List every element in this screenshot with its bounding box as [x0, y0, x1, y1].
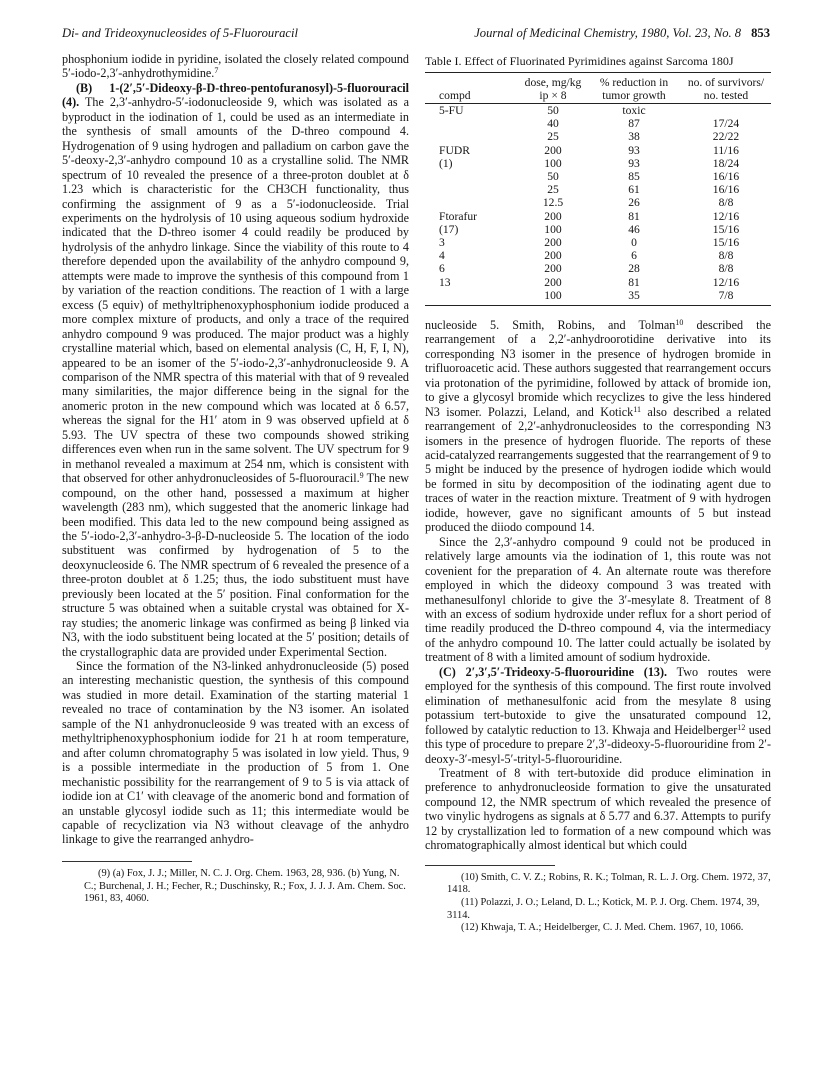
cell-survivors: 17/24 [712, 117, 740, 131]
paragraph: Since the formation of the N3-linked anhydronucleoside (5) posed an interesting mechanistic question, the synthesis of this compound was studied in more detail. Examination of the starting material 1 revealed no trace of contamination by the N3 isomer. An isolated sample of the N1 anhydronucleoside 9 was treated with an excess of methyltriphenoxyphosphonium iodide for 21 h at room temperature, and after column chromatography 5 was isolated in low yield. Thus, 9 is a possible intermediate in the production of 5 from 1. One mechanistic possibility for the rearrangement of 9 to 5 is via attack of iodide ion at C1′ with cleavage of the anomeric bond and formation of an unstable glycosyl iodide such as 11; this intermediate would be capable of recyclization via N3 without cleavage of the anhydro linkage to give the rearranged anhydro- [62, 659, 409, 847]
table-row [425, 170, 771, 183]
paragraph: (B) 1-(2′,5′-Dideoxy-β-D-threo-pentofuranosyl)-5-fluorouracil (4). The 2,3′-anhydro-5′-iodonucleoside 9, which was isolated as a byproduct in the iodination of 1, could be used as an intermediate in the synthesis of small amounts of the D-threo compound 4. Hydrogenation of 9 using hydrogen and palladium on carbon gave the 5′-deoxy-2,3′-anhydro compound 10 as a crystalline solid. The NMR spectrum of 10 revealed the presence of a three-proton doublet at δ 1.23 which is characteristic for the CH3CH functionality, thus confirming the assignment of 9 as a 5′-iodonucleoside. Trial experiments on the hydrolysis of 10 using aqueous sodium hydroxide indicated that the D-threo isomer 4 could readily be produced by hydrolysis of the anhydro linkage. Since the viability of this route to 4 therefore depended upon the availability of the anhydro compound 9, attempts were made to improve the synthesis of this compound from 1 by variation of the reaction conditions. The reaction of 1 with a large excess (5 equiv) of methyltriphenoxyphosphonium iodide produced a more complex mixture of products, and only a trace of the required anhydro compound 9 was produced. The major product was a highly crystalline material which, based on elemental analysis (C, H, F, I, N), appeared to be an isomer of the 5′-iodo-2,3′-anhydronucleoside 9. A comparison of the NMR spectra of this material with that of 9 revealed many similarities, the major difference being in the signal for the anomeric proton in the new compound which was located at δ 6.57, whereas the signal for the H1′ atom in 9 was observed upfield at δ 5.93. The UV spectra of these two compounds showed striking differences even when run in the same solvent. The UV spectrum for 9 in methanol revealed a maximum at 254 nm, which is consistent with that observed for other anhydronucleosides of 5-fluorouracil.$^9$ The new compound, on the other hand, possessed a maximum at higher wavelength (283 nm), which suggested that the anomeric linkage had been modified. This data led to the new compound being assigned as the 5′-iodo-2,3′-anhydro-3-β-D-nucleoside 5. The location of the iodo substituent was confirmed by hydrogenation of 5 to the deoxynucleoside 6. The NMR spectrum of 6 revealed the presence of a three-proton doublet at δ 1.25; thus, the iodo substituent must have previously been located at the 5′ position. Final conformation for the structure 5 was obtained when a suitable crystal was obtained for X-ray studies; the anomeric linkage was confirmed as being β linked via N3, with the iodo substituent being located at the 5′ position; details of the crystallographic data are provided under Experimental Section. [62, 80, 409, 659]
cell-survivors: 18/24 [712, 156, 740, 170]
cell-dose: 50 [547, 103, 559, 117]
cell-survivors: 22/22 [712, 130, 740, 144]
table-row [425, 210, 771, 223]
cell-dose: 200 [544, 209, 562, 223]
cell-compd [425, 170, 519, 183]
cell-reduction: 6 [631, 249, 637, 263]
cell-reduction: 38 [628, 130, 640, 144]
cell-dose: 100 [519, 289, 587, 306]
cell-compd: (17) [439, 222, 459, 236]
cell-reduction: toxic [622, 103, 646, 117]
table-row [425, 276, 771, 289]
page-number: 853 [751, 26, 770, 40]
table-row [425, 183, 771, 196]
col-header-reduction: % reduction in tumor growth [587, 72, 681, 103]
cell-compd: 3 [439, 235, 445, 249]
cell-reduction: 87 [628, 117, 640, 131]
table-row [425, 223, 771, 236]
paragraph: Treatment of 8 with tert-butoxide did produce elimination in preference to anhydronucleoside formation to give the unsaturated compound 12, the NMR spectrum of which revealed the presence of two vinylic hydrogens as signals at δ 5.77 and 6.37. Attempts to purify 12 by crystallization led to formation of a new compound which was chromatographically almost identical but which could [425, 766, 771, 853]
cell-compd: (1) [439, 156, 453, 170]
cell-compd: FUDR [439, 143, 470, 157]
paragraph: Since the 2,3′-anhydro compound 9 could not be produced in relatively large amounts via the iodination of 1, this route was not covenient for the preparation of 4. An alternate route was therefore employed in which the dideoxy compound 3 was treated with methanesulfonyl chloride to give the 3′-mesylate 8. Treatment of 8 with an excess of sodium hydroxide under reflux for a short period of time readily produced the D-threo compound 4, via the intermediacy of the anhydro compound 10. The latter could actually be isolated by treatment of 8 with a limited amount of sodium hydroxide. [425, 534, 771, 665]
cell-survivors: 8/8 [718, 196, 734, 210]
cell-reduction: 85 [628, 169, 640, 183]
cell-survivors: 15/16 [712, 235, 740, 249]
cell-survivors: 8/8 [718, 262, 734, 276]
results-table [425, 72, 771, 306]
table-row [425, 157, 771, 170]
cell-survivors: 8/8 [718, 249, 734, 263]
table-row [425, 103, 771, 117]
col-header-dose: dose, mg/kg ip × 8 [519, 72, 587, 103]
cell-compd: 13 [439, 275, 451, 289]
cell-survivors: 15/16 [712, 222, 740, 236]
table-title: Table I. Effect of Fluorinated Pyrimidines against Sarcoma 180J [425, 54, 734, 68]
footnote: (11) Polazzi, J. O.; Leland, D. L.; Kotick, M. P. J. Org. Chem. 1974, 39, 3114. [447, 896, 760, 921]
cell-dose: 200 [544, 275, 562, 289]
footnote: (12) Khwaja, T. A.; Heidelberger, C. J. Med. Chem. 1967, 10, 1066. [461, 922, 744, 934]
reference-marker: 11 [633, 404, 641, 414]
paragraph: (C) 2′,3′,5′-Trideoxy-5-fluorouridine (13). Two routes were employed for the synthesis of this compound. The first route involved elimination of methanesulfonic acid from the mesylate 8 using potassium tert-butoxide to give the unsaturated compound 12, followed by catalytic reduction to 13. Khwaja and Heidelberger$^{12}$ used this type of procedure to prepare 2′,3′-dideoxy-5-fluorouridine from 2′-deoxy-3′-mesyl-5′-trityl-5-fluorouridine. [425, 664, 771, 766]
table-body [425, 103, 771, 305]
col-header-survivors: no. of survivors/ no. tested [681, 72, 771, 103]
journal-citation [474, 26, 770, 41]
cell-reduction: 35 [587, 289, 681, 306]
reference-marker: 10 [675, 317, 684, 327]
cell-dose: 200 [544, 143, 562, 157]
table-row [425, 262, 771, 275]
cell-dose: 25 [547, 183, 559, 197]
cell-dose: 12.5 [542, 196, 564, 210]
cell-reduction: 93 [628, 143, 640, 157]
table-row [425, 117, 771, 130]
cell-reduction: 81 [628, 209, 640, 223]
table-row [425, 249, 771, 262]
cell-survivors: 12/16 [712, 209, 740, 223]
cell-dose: 200 [544, 235, 562, 249]
cell-compd [425, 183, 519, 196]
running-header [62, 26, 770, 44]
cell-survivors: 12/16 [712, 275, 740, 289]
cell-survivors: 16/16 [712, 183, 740, 197]
cell-dose: 50 [547, 169, 559, 183]
section-heading: (C) 2′,3′,5′-Trideoxy-5-fluorouridine (13). [439, 664, 668, 679]
footnote: (10) Smith, C. V. Z.; Robins, R. K.; Tolman, R. L. J. Org. Chem. 1972, 37, 1418. [447, 871, 771, 896]
cell-compd: Ftorafur [439, 209, 477, 223]
reference-marker: 9 [359, 471, 364, 481]
footnote: (9) (a) Fox, J. J.; Miller, N. C. J. Org. Chem. 1963, 28, 936. (b) Yung, N. C.; Burchenal, J. H.; Fecher, R.; Duschinsky, R.; Fox, J. J. J. Am. Chem. Soc. 1961, 83, 4060. [84, 867, 406, 905]
cell-survivors: 11/16 [713, 143, 739, 157]
cell-compd: 6 [439, 262, 445, 276]
reference-marker: 12 [737, 722, 746, 732]
running-title: Di- and Trideoxynucleosides of 5-Fluorouracil [62, 26, 298, 40]
reference-marker: 7 [214, 66, 219, 76]
cell-dose: 200 [544, 262, 562, 276]
cell-dose: 200 [544, 249, 562, 263]
cell-survivors: 7/8 [681, 289, 771, 306]
cell-survivors [681, 103, 771, 117]
cell-compd [425, 289, 519, 306]
paragraph: phosphonium iodide in pyridine, isolated the closely related compound 5′-iodo-2,3′-anhydrothymidine.$^7$ [62, 52, 409, 81]
cell-survivors: 16/16 [712, 169, 740, 183]
cell-dose: 100 [544, 222, 562, 236]
cell-reduction: 81 [628, 275, 640, 289]
cell-reduction: 93 [628, 156, 640, 170]
table-row [425, 144, 771, 157]
cell-dose: 40 [547, 117, 559, 131]
table-row [425, 196, 771, 209]
cell-reduction: 46 [628, 222, 640, 236]
cell-reduction: 26 [628, 196, 640, 210]
cell-reduction: 0 [631, 235, 637, 249]
cell-dose: 25 [547, 130, 559, 144]
cell-reduction: 61 [628, 183, 640, 197]
cell-compd [425, 196, 519, 209]
cell-compd: 5-FU [439, 103, 464, 117]
cell-compd: 4 [439, 249, 445, 263]
table-row [425, 289, 771, 306]
left-column [62, 52, 409, 906]
cell-dose: 100 [544, 156, 562, 170]
section-heading: (B) 1-(2′,5′-Dideoxy-β-D-threo-pentofuranosyl)-5-fluorouracil (4). [62, 80, 409, 110]
journal-name: Journal of Medicinal Chemistry, 1980, Vol. 23, No. 8 [474, 26, 742, 40]
table-row [425, 236, 771, 249]
cell-compd [425, 117, 519, 130]
table-row [425, 130, 771, 143]
col-header-compd: compd [425, 72, 519, 103]
right-column [425, 55, 771, 935]
cell-compd [425, 130, 519, 143]
cell-reduction: 28 [628, 262, 640, 276]
paragraph: nucleoside 5. Smith, Robins, and Tolman$^{10}$ described the rearrangement of a 2,2′-anhydroorotidine derivative into its corresponding N3 isomer in the presence of hydrogen bromide in trifluoroacetic acid. These authors suggested that rearrangement occurs via protonation of the pyrimidine, followed by attack of bromide ion, to give a glycosyl bromide which recyclizes to give the less hindered N3 isomer. Polazzi, Leland, and Kotick$^{11}$ also described a related rearrangement of 2,2′-anhydronucleosides to the corresponding N3 isomers in the presence of hydrogen fluoride. The reports of these acid-catalyzed rearrangements suggested that the rearrangement of 9 to 5 might be induced by the presence of hydrogen iodide which would be formed in situ by decomposition of the iodinating agent due to traces of water in the reaction mixture. Treatment of 9 with hydrogen iodide, however, gave no significant amounts of 5 but instead produced the diiodo compound 14. [425, 317, 771, 535]
